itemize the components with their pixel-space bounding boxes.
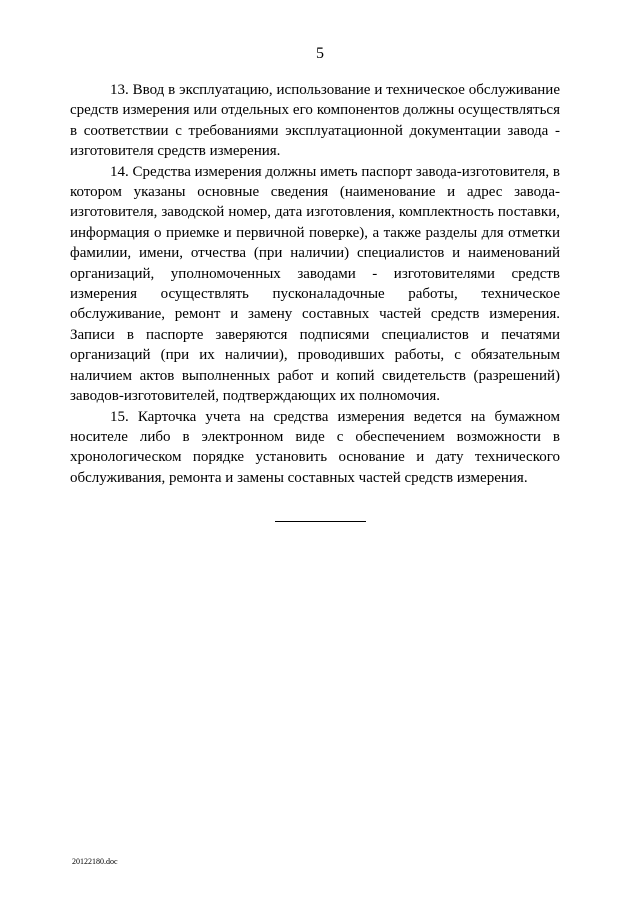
- page-number: 5: [316, 45, 324, 62]
- footer-file-name: 20122180.doc: [72, 857, 118, 866]
- end-separator-line: [275, 521, 366, 522]
- document-body: [70, 80, 560, 488]
- paragraph-15: 15. Карточка учета на средства измерения ведется на бумажном носителе либо в электронном виде с обеспечением возможности в хронологическом порядке установить основание и дату технического обслуживания, ремонта и замены составных частей средств измерения.: [70, 408, 560, 486]
- paragraph-14: 14. Средства измерения должны иметь паспорт завода-изготовителя, в котором указаны основные сведения (наименование и адрес завода-изготовителя, заводской номер, дата изготовления, комплектность поставки, информация о приемке и первичной поверке), а также разделы для отметки фамилии, имени, отчества (при наличии) специалистов и наименований организаций, уполномоченных заводами - изготовителями средств измерения осуществлять пусконаладочные работы, техническое обслуживание, ремонт и замену составных частей средств измерения. Записи в паспорте заверяются подписями специалистов и печатями организаций (при их наличии), проводивших работы, с обязательным наличием актов выполненных работ и копий свидетельств (разрешений) заводов-изготовителей, подтверждающих их полномочия.: [70, 163, 560, 405]
- paragraph-13: 13. Ввод в эксплуатацию, использование и техническое обслуживание средств измерения или отдельных его компонентов должны осуществляться в соответствии с требованиями эксплуатационной документации завода - изготовителя средств измерения.: [70, 82, 560, 160]
